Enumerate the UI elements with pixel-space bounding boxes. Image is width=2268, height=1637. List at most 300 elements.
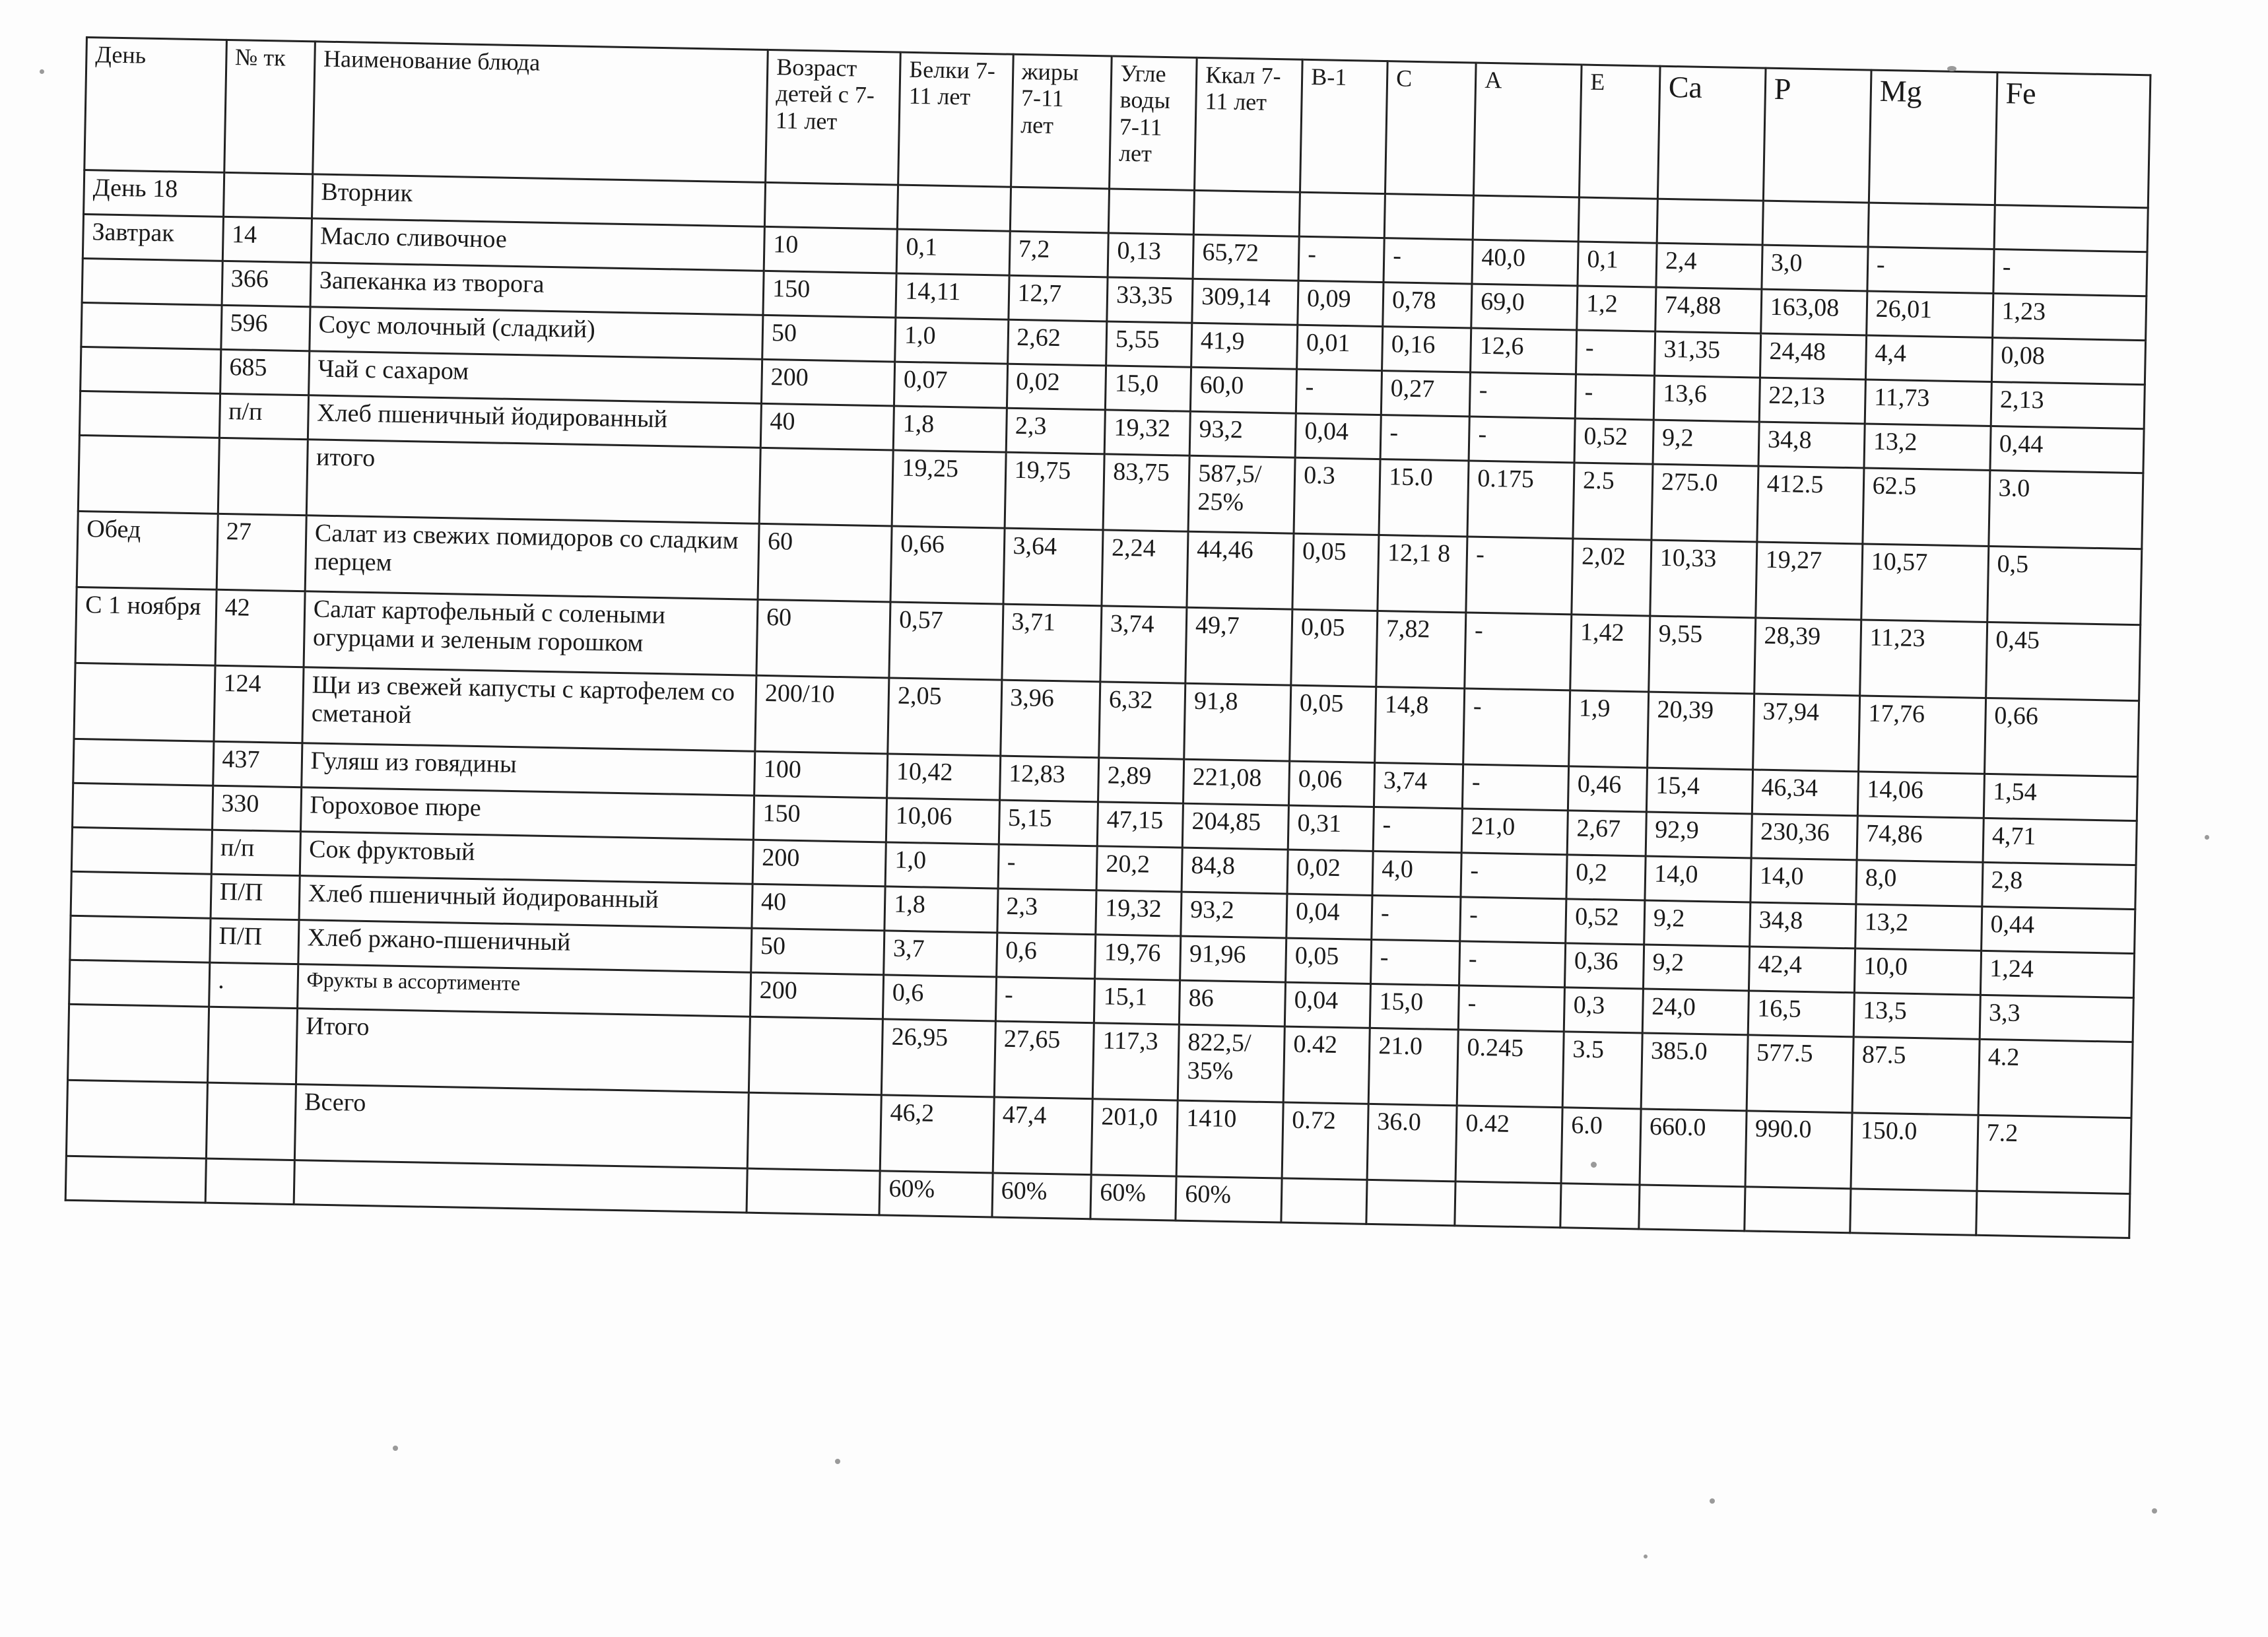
cell-c: 15,0 xyxy=(1370,984,1459,1029)
header-protein: Белки 7-11 лет xyxy=(898,52,1013,187)
cell-p: 42,4 xyxy=(1749,947,1855,993)
cell-fe: 0,45 xyxy=(1985,622,2140,700)
cell-b1: 0,05 xyxy=(1291,609,1378,686)
cell-fe: 0,5 xyxy=(1987,546,2141,624)
row-num: 124 xyxy=(214,665,304,743)
cell-protein xyxy=(898,185,1011,231)
cell-fat: 3,96 xyxy=(1000,680,1100,758)
cell-p: 230,36 xyxy=(1751,814,1857,860)
cell-b1: 0,05 xyxy=(1292,533,1379,611)
cell-kcal: 91,96 xyxy=(1180,936,1286,982)
cell-ca: 20,39 xyxy=(1647,692,1754,770)
cell-c: - xyxy=(1371,939,1460,985)
cell-age: 100 xyxy=(754,751,888,798)
cell-p: 24,48 xyxy=(1760,333,1866,380)
cell-fe: 2,8 xyxy=(1982,862,2136,909)
cell-ca: 10,33 xyxy=(1650,540,1757,618)
row-num: . xyxy=(209,962,298,1008)
cell-p: 412.5 xyxy=(1757,466,1864,544)
cell-kcal: 204,85 xyxy=(1182,803,1288,850)
cell-a: - xyxy=(1460,897,1566,943)
cell-protein: 1,0 xyxy=(895,317,1008,364)
cell-fat: 3,71 xyxy=(1001,604,1102,682)
cell-a: - xyxy=(1461,853,1567,899)
row-day: С 1 ноября xyxy=(75,587,217,665)
row-dish: Масло сливочное xyxy=(311,218,764,271)
cell-mg: 10,57 xyxy=(1861,544,1989,622)
cell-ca xyxy=(1639,1185,1745,1231)
cell-p: 3,0 xyxy=(1762,245,1868,291)
cell-protein: 1,8 xyxy=(893,406,1006,452)
cell-e: 1,42 xyxy=(1570,615,1650,692)
cell-carbs: 117,3 xyxy=(1092,1023,1179,1100)
cell-fe: 4.2 xyxy=(1978,1039,2133,1118)
row-num: П/П xyxy=(211,874,300,919)
cell-fat: 12,7 xyxy=(1008,275,1108,321)
row-day xyxy=(78,435,219,514)
cell-fat: 12,83 xyxy=(999,756,1099,802)
cell-b1 xyxy=(1299,192,1385,238)
cell-age: 150 xyxy=(753,795,886,842)
cell-a xyxy=(1473,195,1579,242)
cell-age: 40 xyxy=(760,403,894,450)
cell-kcal: 309,14 xyxy=(1192,279,1298,325)
cell-a: - xyxy=(1463,764,1569,811)
row-dish: Хлеб пшеничный йодированный xyxy=(299,876,752,929)
cell-c xyxy=(1384,194,1473,240)
row-dish: Вторник xyxy=(312,174,765,227)
cell-age: 200 xyxy=(761,359,894,406)
cell-mg: 13,2 xyxy=(1855,904,1982,951)
cell-carbs: 3,74 xyxy=(1100,606,1187,683)
cell-a: - xyxy=(1465,613,1572,690)
cell-ca: 275.0 xyxy=(1651,464,1758,542)
cell-age: 150 xyxy=(763,271,896,317)
cell-e: - xyxy=(1575,374,1654,420)
cell-b1: 0,05 xyxy=(1286,938,1372,984)
row-dish xyxy=(294,1160,747,1213)
row-dish: Соус молочный (сладкий) xyxy=(310,307,763,360)
cell-ca: 74,88 xyxy=(1655,287,1762,333)
cell-e: 0,36 xyxy=(1565,943,1644,989)
header-num: № тк xyxy=(224,40,315,174)
cell-fe: 0,08 xyxy=(1991,338,2145,385)
cell-e: 0,52 xyxy=(1566,899,1645,945)
row-num: п/п xyxy=(211,830,300,875)
cell-e xyxy=(1560,1184,1640,1229)
cell-ca: 31,35 xyxy=(1654,331,1760,378)
cell-ca: 15,4 xyxy=(1646,768,1752,814)
header-ca: Ca xyxy=(1657,66,1766,201)
cell-age: 200 xyxy=(750,972,883,1019)
cell-age xyxy=(747,1168,880,1215)
cell-a: 0.175 xyxy=(1467,461,1574,539)
cell-e xyxy=(1578,197,1657,243)
cell-fat: 47,4 xyxy=(993,1097,1093,1175)
cell-protein: 3,7 xyxy=(884,931,997,977)
cell-age xyxy=(747,1092,881,1171)
cell-p xyxy=(1745,1187,1851,1233)
cell-c: 0,27 xyxy=(1381,371,1470,417)
cell-mg: 62.5 xyxy=(1863,468,1990,546)
cell-protein: 0,6 xyxy=(883,975,996,1021)
cell-fat: 5,15 xyxy=(999,800,1098,846)
cell-kcal: 65,72 xyxy=(1193,234,1299,281)
cell-fat: 3,64 xyxy=(1003,528,1103,606)
cell-p: 46,34 xyxy=(1752,770,1858,816)
row-num xyxy=(223,172,312,218)
cell-kcal: 822,5/ 35% xyxy=(1178,1024,1284,1102)
cell-b1: 0,02 xyxy=(1287,850,1373,895)
cell-mg: 8,0 xyxy=(1856,860,1983,906)
row-day xyxy=(71,871,211,918)
row-dish: итого xyxy=(306,440,760,524)
header-kcal: Ккал 7-11 лет xyxy=(1195,57,1303,192)
row-day xyxy=(74,663,215,741)
cell-protein: 10,42 xyxy=(887,754,1000,800)
row-num xyxy=(207,1007,297,1084)
cell-e: 0,2 xyxy=(1566,855,1646,900)
cell-ca xyxy=(1657,199,1763,245)
cell-a: - xyxy=(1459,986,1565,1032)
row-num xyxy=(218,438,308,515)
scan-speck xyxy=(1710,1498,1715,1504)
cell-b1: 0,05 xyxy=(1290,685,1376,762)
scan-speck xyxy=(40,69,44,74)
cell-p: 34,8 xyxy=(1749,902,1855,949)
cell-c: - xyxy=(1373,807,1462,852)
cell-protein: 0,57 xyxy=(889,602,1003,680)
cell-p: 163,08 xyxy=(1761,289,1867,335)
cell-ca: 9,2 xyxy=(1644,900,1751,947)
row-num: 14 xyxy=(222,217,312,262)
cell-kcal: 41,9 xyxy=(1191,323,1298,369)
cell-e: 1,9 xyxy=(1569,690,1649,768)
cell-protein: 1,8 xyxy=(884,886,997,933)
cell-carbs: 19,76 xyxy=(1095,935,1181,980)
cell-c: - xyxy=(1384,238,1473,284)
cell-protein: 0,1 xyxy=(896,229,1009,275)
cell-fat: 27,65 xyxy=(994,1021,1094,1099)
header-age: Возраст детей с 7-11 лет xyxy=(766,50,901,185)
cell-protein: 14,11 xyxy=(896,273,1009,319)
cell-e: 0,52 xyxy=(1574,418,1653,464)
cell-fat: 2,62 xyxy=(1007,319,1107,366)
row-day xyxy=(69,960,210,1007)
row-day xyxy=(81,302,222,349)
cell-c xyxy=(1366,1180,1455,1225)
header-mg: Mg xyxy=(1869,70,1997,205)
cell-carbs: 19,32 xyxy=(1104,410,1190,455)
cell-kcal: 1410 xyxy=(1176,1100,1283,1178)
menu-sheet xyxy=(65,36,2152,1239)
cell-b1: 0,06 xyxy=(1289,761,1375,807)
cell-carbs: 15,0 xyxy=(1106,366,1191,411)
cell-b1: 0,04 xyxy=(1286,894,1372,939)
cell-mg: - xyxy=(1867,247,1994,293)
cell-p: 990.0 xyxy=(1745,1111,1852,1189)
row-day xyxy=(82,258,222,305)
cell-e: 2,67 xyxy=(1567,811,1646,856)
cell-ca: 9,2 xyxy=(1653,420,1759,466)
header-dish: Наименование блюда xyxy=(312,42,768,183)
cell-protein: 2,05 xyxy=(888,678,1001,756)
cell-mg: 13,2 xyxy=(1864,424,1991,470)
cell-mg: 87.5 xyxy=(1852,1037,1980,1115)
scan-speck xyxy=(393,1446,398,1451)
cell-protein: 46,2 xyxy=(880,1095,993,1173)
cell-fat: - xyxy=(995,977,1095,1023)
scan-speck xyxy=(2152,1508,2157,1514)
cell-age xyxy=(764,182,898,229)
cell-carbs: 15,1 xyxy=(1094,979,1180,1024)
row-num: 27 xyxy=(217,514,306,591)
cell-fat: - xyxy=(998,844,1098,890)
cell-fe: 0,66 xyxy=(1984,698,2139,776)
cell-age: 60 xyxy=(756,599,890,678)
row-day xyxy=(71,827,212,874)
cell-fat: 7,2 xyxy=(1009,231,1109,277)
row-num: 685 xyxy=(220,349,309,395)
cell-kcal: 84,8 xyxy=(1182,848,1288,894)
cell-ca: 92,9 xyxy=(1646,812,1752,858)
cell-p: 16,5 xyxy=(1748,991,1854,1037)
cell-age: 50 xyxy=(751,928,884,975)
cell-c: 0,78 xyxy=(1383,283,1472,328)
cell-fe: 1,24 xyxy=(1980,951,2134,997)
row-dish: Чай с сахаром xyxy=(308,351,762,404)
header-e: Е xyxy=(1580,65,1660,199)
row-day xyxy=(73,783,213,830)
cell-kcal xyxy=(1193,190,1300,236)
cell-a: - xyxy=(1459,941,1566,987)
row-num: 366 xyxy=(222,261,311,306)
cell-c: - xyxy=(1380,415,1469,461)
cell-carbs: 83,75 xyxy=(1103,454,1189,531)
cell-kcal: 221,08 xyxy=(1184,759,1290,805)
cell-protein: 0,07 xyxy=(894,362,1007,408)
cell-ca: 660.0 xyxy=(1640,1109,1747,1187)
scan-speck xyxy=(2205,835,2209,840)
cell-e: 2.5 xyxy=(1573,463,1653,540)
row-dish: Хлеб пшеничный йодированный xyxy=(308,395,761,448)
row-dish: Всего xyxy=(294,1085,749,1169)
cell-age: 50 xyxy=(762,315,896,362)
cell-protein: 19,25 xyxy=(892,450,1005,528)
cell-c: 7,82 xyxy=(1376,611,1466,688)
cell-ca: 2,4 xyxy=(1656,243,1762,289)
cell-b1: - xyxy=(1296,369,1382,415)
row-dish: Запеканка из творога xyxy=(310,263,764,316)
cell-fe: 0,44 xyxy=(1990,426,2144,473)
row-num: 330 xyxy=(212,785,301,831)
cell-age xyxy=(759,448,893,526)
row-day xyxy=(68,1004,209,1083)
cell-p: 34,8 xyxy=(1758,422,1865,468)
cell-kcal: 93,2 xyxy=(1181,892,1287,938)
row-num xyxy=(205,1158,294,1204)
cell-a: 21,0 xyxy=(1461,809,1568,855)
scan-speck xyxy=(835,1459,840,1464)
cell-protein: 0,66 xyxy=(890,526,1004,604)
cell-e: 0,3 xyxy=(1564,987,1643,1033)
row-dish: Фрукты в ассортименте xyxy=(297,964,750,1017)
cell-age: 200 xyxy=(752,840,886,886)
cell-age: 200/10 xyxy=(755,675,889,754)
row-day: День 18 xyxy=(84,170,224,217)
cell-e: 3.5 xyxy=(1562,1032,1642,1109)
row-dish: Щи из свежей капусты с картофелем со сметаной xyxy=(302,667,756,752)
cell-c: - xyxy=(1372,895,1461,941)
nutrition-table xyxy=(65,36,2152,1239)
cell-c: 4,0 xyxy=(1372,851,1461,896)
cell-mg: 17,76 xyxy=(1858,696,1985,774)
cell-b1: 0.72 xyxy=(1282,1102,1368,1180)
cell-kcal: 44,46 xyxy=(1187,531,1294,609)
cell-p xyxy=(1762,201,1869,247)
cell-mg: 13,5 xyxy=(1853,993,1980,1039)
cell-p: 577.5 xyxy=(1747,1035,1853,1113)
header-p: P xyxy=(1763,68,1871,203)
row-day: Завтрак xyxy=(83,214,223,261)
cell-p: 22,13 xyxy=(1759,378,1865,424)
row-dish: Гуляш из говядины xyxy=(301,743,754,796)
cell-carbs: 20,2 xyxy=(1096,846,1182,892)
row-day xyxy=(81,347,221,393)
scan-speck xyxy=(1591,1162,1597,1168)
cell-ca: 13,6 xyxy=(1653,376,1760,422)
cell-b1: 0,09 xyxy=(1298,281,1384,326)
cell-c: 36.0 xyxy=(1367,1104,1457,1181)
cell-b1: 0,04 xyxy=(1284,982,1370,1028)
cell-c: 15.0 xyxy=(1379,459,1469,537)
cell-fat: 0,6 xyxy=(996,933,1096,979)
cell-kcal: 86 xyxy=(1180,980,1286,1026)
cell-c: 0,16 xyxy=(1382,327,1471,372)
cell-ca: 9,55 xyxy=(1649,616,1756,694)
header-b1: В-1 xyxy=(1300,59,1388,193)
cell-mg: 26,01 xyxy=(1866,291,1993,337)
cell-fat: 0,02 xyxy=(1007,364,1106,410)
row-num: 437 xyxy=(213,741,302,787)
cell-e: - xyxy=(1576,330,1655,376)
cell-a: 0.42 xyxy=(1455,1106,1562,1184)
row-dish: Итого xyxy=(296,1009,750,1093)
row-num: п/п xyxy=(219,393,308,439)
cell-p: 37,94 xyxy=(1752,694,1859,772)
cell-c: 14,8 xyxy=(1375,686,1465,764)
cell-a: 69,0 xyxy=(1471,284,1578,330)
cell-a: - xyxy=(1466,537,1573,615)
cell-ca: 14,0 xyxy=(1645,856,1751,902)
cell-mg: 11,73 xyxy=(1865,380,1991,426)
row-day xyxy=(79,391,220,438)
cell-kcal: 60% xyxy=(1176,1176,1282,1222)
cell-a xyxy=(1455,1182,1561,1228)
cell-e: 1,2 xyxy=(1577,286,1656,331)
cell-carbs: 2,89 xyxy=(1098,758,1184,803)
cell-fe: - xyxy=(1993,250,2147,296)
cell-a: 0.245 xyxy=(1457,1030,1564,1108)
cell-c: 12,1 8 xyxy=(1378,535,1467,613)
cell-b1: 0.3 xyxy=(1294,457,1380,535)
cell-age: 40 xyxy=(752,884,885,931)
cell-fat xyxy=(1010,187,1110,233)
cell-mg: 14,06 xyxy=(1857,772,1984,818)
cell-p: 14,0 xyxy=(1751,858,1857,904)
row-day xyxy=(70,916,211,962)
cell-b1: - xyxy=(1298,236,1384,282)
cell-fe xyxy=(1976,1191,2129,1238)
cell-fat: 60% xyxy=(991,1173,1091,1219)
cell-fe: 4,71 xyxy=(1983,818,2137,865)
cell-a: - xyxy=(1463,688,1570,766)
cell-c: 21.0 xyxy=(1368,1028,1458,1105)
cell-mg xyxy=(1850,1189,1977,1235)
cell-protein: 1,0 xyxy=(885,842,998,888)
cell-mg: 10,0 xyxy=(1854,949,1981,995)
row-day: Обед xyxy=(77,511,218,589)
cell-age: 60 xyxy=(758,523,892,602)
cell-protein: 10,06 xyxy=(886,798,999,844)
cell-carbs: 0,13 xyxy=(1108,233,1193,279)
cell-carbs: 201,0 xyxy=(1091,1099,1178,1176)
cell-a: - xyxy=(1470,372,1576,418)
row-num: П/П xyxy=(209,918,298,964)
cell-b1: 0.42 xyxy=(1283,1026,1370,1104)
cell-a: - xyxy=(1469,417,1575,463)
cell-c: 3,74 xyxy=(1374,762,1463,808)
cell-carbs: 47,15 xyxy=(1097,802,1183,848)
cell-e: 2,02 xyxy=(1572,539,1651,616)
cell-b1: 0,04 xyxy=(1295,413,1381,459)
row-num: 42 xyxy=(215,589,305,667)
cell-protein: 60% xyxy=(879,1171,992,1217)
cell-fat: 2,3 xyxy=(997,888,1096,935)
cell-kcal: 49,7 xyxy=(1185,607,1292,685)
row-dish: Гороховое пюре xyxy=(300,787,754,840)
cell-ca: 9,2 xyxy=(1643,945,1749,991)
row-num: 596 xyxy=(220,305,310,351)
cell-age xyxy=(749,1017,883,1095)
cell-fat: 19,75 xyxy=(1005,452,1105,530)
row-num xyxy=(206,1083,296,1160)
cell-mg xyxy=(1868,203,1995,249)
cell-kcal: 60,0 xyxy=(1191,367,1297,413)
header-day: День xyxy=(84,38,226,173)
cell-carbs: 19,32 xyxy=(1096,890,1182,936)
cell-carbs: 6,32 xyxy=(1099,682,1185,759)
cell-p: 28,39 xyxy=(1754,618,1861,696)
cell-e: 6.0 xyxy=(1561,1108,1641,1185)
cell-mg: 4,4 xyxy=(1865,335,1992,382)
cell-ca: 24,0 xyxy=(1642,989,1749,1035)
header-carbs: Угле воды 7-11 лет xyxy=(1110,56,1197,190)
cell-b1: 0,01 xyxy=(1297,325,1383,370)
header-fe: Fe xyxy=(1995,73,2151,208)
row-day xyxy=(66,1080,207,1158)
header-c: С xyxy=(1385,61,1477,195)
cell-carbs: 33,35 xyxy=(1107,277,1193,323)
row-day xyxy=(73,739,214,785)
cell-fe xyxy=(1994,205,2148,252)
cell-protein: 26,95 xyxy=(882,1019,995,1097)
cell-carbs: 2,24 xyxy=(1102,530,1188,607)
cell-fe: 1,23 xyxy=(1992,294,2146,341)
scan-speck xyxy=(1947,66,1956,71)
cell-mg: 74,86 xyxy=(1857,816,1984,862)
cell-b1 xyxy=(1281,1178,1367,1224)
